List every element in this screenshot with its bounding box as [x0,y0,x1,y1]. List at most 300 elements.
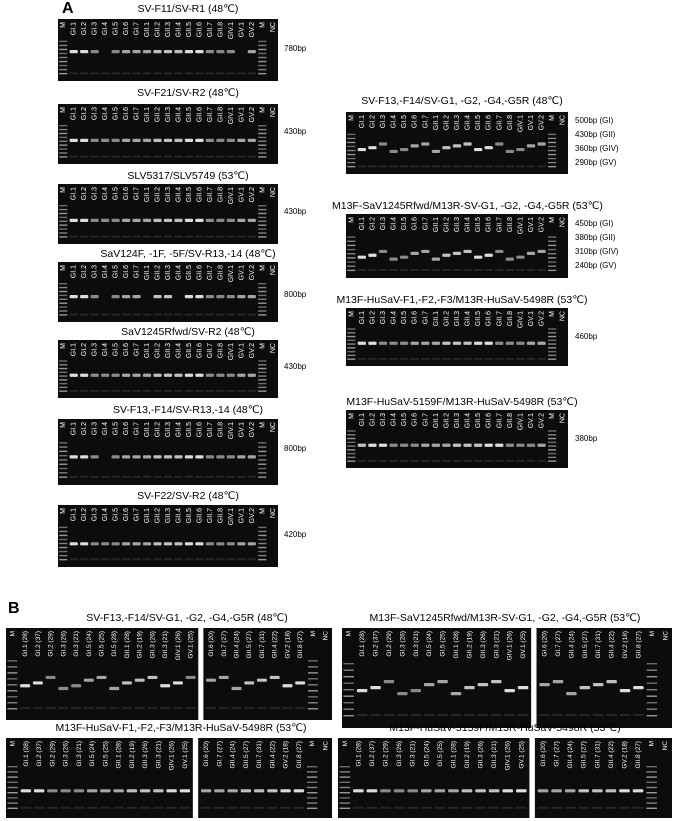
lane-label: GI.2 (37) [368,741,376,767]
lane-label: GIV.1 (26) [174,631,182,661]
lane-label: GII.6 [485,217,493,233]
lane-label: GII.6 [485,115,493,131]
lane-label-marker: M [60,422,68,428]
lane-label: GI.1 [358,115,366,129]
lane-label: GII.6 [485,311,493,327]
lane-label: GI.6 (20) [541,631,549,657]
lane-label: GII.3 (26) [477,741,485,769]
lane-label: GII.8 [217,265,225,281]
lane-label: GII.2 [443,115,451,131]
lane-label: GII.5 [185,508,193,524]
lane-label: GII.1 (28) [453,631,461,659]
lane-label: GI.1 (28) [359,631,367,657]
gel-title: SV-F13,-F14/SV-G1, -G2, -G4,-G5R (48℃) [86,612,288,624]
lane-label: GV.2 (18) [284,631,292,659]
lane-label: GI.5 (28) [111,631,119,657]
lane-label: GII.1 [144,187,152,203]
gel-image [346,112,568,174]
lane-label: GI.6 [411,311,419,325]
gel-image [338,738,672,818]
lane-label: GII.4 [175,187,183,203]
lane-label: GII.4 (22) [607,741,615,769]
lane-label: GII.8 [217,22,225,38]
lane-label: GII.7 (31) [256,741,264,769]
lane-label: NC [269,422,277,433]
lane-label: GV.2 (18) [282,741,290,769]
lane-label-marker: M [60,187,68,193]
lane-label-marker: M [60,508,68,514]
lane-label: GI.3 [91,422,99,436]
lane-label: GI.5 [401,115,409,129]
lane-label: NC [559,413,567,424]
lane-label: GIV.1 (26) [506,631,514,661]
lane-label: GII.5 [185,22,193,38]
lane-label: GV.1 [238,343,246,359]
lane-label: GV.2 [248,107,256,123]
lane-label: GI.2 [81,187,89,201]
lane-label: GI.2 (29) [385,631,393,657]
lane-label: GII.3 [454,217,461,233]
lane-label: GII.6 [196,508,204,524]
lane-label-marker: M [60,22,68,28]
lane-label: GII.1 (28) [450,741,458,769]
lane-label: GII.8 [506,217,514,233]
lane-label: GII.2 [154,508,162,524]
lane-label: GI.2 [81,265,89,279]
lane-label: GI.4 [102,265,110,279]
band-size-label: 420bp [284,530,307,539]
lane-label: NC [322,631,330,641]
lane-label-marker: M [348,115,356,121]
lane-label-marker: M [309,741,317,747]
lane-label: GII.3 [165,187,172,203]
lane-label: GII.8 [506,413,514,429]
lane-label: GII.6 [485,413,493,429]
lane-label: GIV.1 [227,508,235,526]
lane-label: GV.2 (18) [621,741,629,769]
band-size-label: 430bp (GII) [575,130,616,139]
lane-label: GI.6 [123,265,131,279]
lane-label: GV.1 [528,115,535,131]
lane-label: GI.7 [133,187,141,201]
lane-label: GI.6 [123,343,131,357]
lane-label: GV.1 (25) [181,741,189,769]
lane-label: GV.2 [248,343,256,359]
lane-label: GII.4 [464,217,472,233]
lane-label: GI.2 [369,311,377,325]
lane-label: GI.3 (26) [60,631,68,657]
lane-label: GII.1 [144,265,152,281]
lane-label: GII.8 [217,508,225,524]
lane-label: GII.4 (24) [233,631,241,659]
gel-image [346,214,568,278]
lane-label: GII.7 (31) [258,631,266,659]
lane-label: GV.2 [248,187,256,203]
lane-label: GII.4 [175,343,183,359]
lane-label: GI.6 (20) [208,631,216,657]
lane-label: GII.4 [464,413,472,429]
lane-label: GI.5 (24) [423,741,431,767]
lane-label: GII.7 [206,107,214,123]
lane-label: GI.7 [422,413,430,427]
band-size-label: 500bp (GI) [575,116,614,125]
lane-label: GII.3 [454,115,461,131]
lane-label: GV.2 [538,115,546,131]
lane-label: GI.2 [369,217,377,231]
lane-label: GI.2 [369,115,377,129]
lane-label-marker: M [348,413,356,419]
gel-image [6,628,332,720]
lane-label: GI.3 (21) [75,741,83,767]
band-size-label: 460bp [575,332,598,341]
lane-label: GI.5 [112,343,120,357]
lane-label: NC [559,115,567,126]
lane-label: GII.6 [196,265,204,281]
lane-label: NC [322,741,330,751]
gel-title: M13F-SaV1245Rfwd/M13R-SV-G1, -G2, -G4,-G5R (53℃) [332,200,603,212]
gel-image [6,738,332,818]
lane-label: GII.7 [206,343,214,359]
lane-label: GV.1 [528,413,535,429]
lane-label: GI.7 [422,217,430,231]
lane-label: GII.8 (27) [295,741,303,769]
lane-label-marker: M [60,107,68,113]
lane-label: GII.3 (21) [493,631,501,659]
lane-label: GII.4 [175,508,183,524]
lane-label-marker: M [60,265,68,271]
band-size-label: 800bp [284,290,307,299]
band-size-label: 380bp (GII) [575,233,616,242]
lane-label: GIV.1 [517,413,525,431]
lane-label: GV.1 [528,217,535,233]
lane-label: GII.4 [175,22,183,38]
gel-image [58,262,278,322]
lane-label-marker: M [259,22,267,28]
lane-label: GII.4 (22) [269,741,277,769]
lane-label: NC [559,217,567,228]
lane-label: GII.3 [454,413,461,429]
lane-label: GII.3 (21) [491,741,499,769]
lane-label: GII.8 [506,115,514,131]
lane-label: GI.3 [380,413,387,427]
lane-label: GIV.1 [227,22,235,40]
gel-image [58,340,278,398]
lane-label: GII.3 [165,22,172,38]
lane-label: GV.1 (25) [520,631,528,659]
lane-label: GII.4 [175,265,183,281]
lane-label: GI.2 [81,508,89,522]
lane-label: GII.3 [165,265,172,281]
lane-label: GII.6 [196,22,204,38]
lane-label: GII.2 (19) [128,741,136,769]
lane-label: GI.2 [369,413,377,427]
lane-label: GI.5 [112,422,120,436]
lane-label: GI.3 [380,115,387,129]
lane-label: GII.3 (26) [149,631,157,659]
band-size-label: 780bp [284,44,307,53]
lane-label: GII.4 (22) [271,631,279,659]
lane-label-marker: M [259,107,267,113]
lane-label: NC [269,508,277,519]
lane-label: GI.5 [401,413,409,427]
lane-label: GII.8 [506,311,514,327]
lane-label: GII.1 [144,422,152,438]
lane-label: GV.2 [538,311,546,327]
lane-label: GI.3 [91,187,99,201]
lane-label: GII.3 (21) [155,741,163,769]
lane-label: GII.5 (27) [580,741,588,769]
lane-label: GI.5 [112,187,120,201]
lane-label: GI.4 [102,508,110,522]
gel-image [346,410,568,468]
lane-label: GI.6 [411,115,419,129]
lane-label: GI.5 (24) [85,631,93,657]
lane-label: GII.2 (19) [463,741,471,769]
lane-label: GI.1 [70,187,78,201]
lane-label-marker: M [9,741,17,747]
lane-label: GII.2 (19) [466,631,474,659]
lane-label: GI.4 [390,217,398,231]
lane-label: GI.7 [133,265,141,279]
lane-label: GII.5 [185,187,193,203]
lane-label: GI.1 [70,22,78,36]
lane-label: GII.1 [144,107,152,123]
lane-label: GII.3 [165,422,172,438]
lane-label: NC [269,265,277,276]
band-size-label: 290bp (GV) [575,158,617,167]
lane-label-marker: M [549,413,557,419]
lane-label: GI.2 (37) [34,631,42,657]
lane-label: GV.2 [248,265,256,281]
lane-label: GI.1 [358,217,366,231]
lane-label: GI.6 [123,107,131,121]
lane-label: NC [269,187,277,198]
lane-label: GII.5 [475,115,483,131]
gel-image [346,308,568,366]
lane-label: GI.6 [411,413,419,427]
lane-label: GII.3 [454,311,461,327]
lane-label: GI.2 (37) [36,741,44,767]
lane-label: GI.3 (21) [409,741,417,767]
lane-label: NC [662,741,670,751]
lane-label: GV.2 [538,217,546,233]
lane-label: GI.2 [81,422,89,436]
lane-label: GI.3 [380,311,387,325]
lane-label: GIV.1 [517,311,525,329]
lane-label: GII.7 [206,422,214,438]
lane-label: GV.1 (25) [187,631,195,659]
lane-label: GII.4 [175,422,183,438]
lane-label: GI.6 (20) [203,741,211,767]
gel-image [58,104,278,164]
lane-label: GII.2 [154,187,162,203]
lane-label-marker: M [60,343,68,349]
lane-label: GI.7 [133,107,141,121]
lane-label: GI.3 [91,22,99,36]
lane-label: GV.2 (18) [622,631,630,659]
lane-label: GI.3 (26) [399,631,407,657]
lane-label: GII.1 [432,217,440,233]
lane-label: GII.7 [496,311,504,327]
lane-label-marker: M [259,343,267,349]
lane-label: GI.1 [70,265,78,279]
lane-label: GI.4 [390,311,398,325]
lane-label: GII.5 (27) [246,631,254,659]
lane-label: NC [662,631,670,641]
lane-label: NC [269,343,277,354]
lane-label: GII.7 [496,413,504,429]
gel-title: SaV124F, -1F, -5F/SV-R13,-14 (48℃) [100,248,276,260]
lane-label: GI.3 (26) [396,741,404,767]
lane-label: GI.2 (37) [372,631,380,657]
lane-label-marker: M [549,217,557,223]
lane-label: GI.4 [390,115,398,129]
lane-label: GI.7 (27) [554,631,562,657]
lane-label: GV.2 [538,413,546,429]
lane-label: GII.3 (26) [142,741,150,769]
lane-label-marker: M [348,217,356,223]
gel-image [58,19,278,81]
lane-label-marker: M [309,631,317,637]
lane-label: GI.5 (24) [89,741,97,767]
band-size-label: 430bp [284,207,307,216]
lane-label: GI.7 [133,343,141,357]
lane-label: GI.7 (27) [220,631,228,657]
lane-label: GI.5 [112,265,120,279]
lane-label: GII.3 [165,107,172,123]
lane-label: GI.3 [91,107,99,121]
lane-label: GII.1 [144,22,152,38]
lane-label: GI.5 [401,217,409,231]
lane-label: GV.1 (25) [518,741,526,769]
lane-label: GII.8 (27) [635,631,643,659]
lane-label: GV.1 [238,265,246,281]
lane-label: GII.5 [185,343,193,359]
gel-title: SLV5317/SLV5749 (53℃) [127,170,249,182]
lane-label: GIV.1 [227,187,235,205]
gel-title: SaV1245Rfwd/SV-R2 (48℃) [121,326,255,338]
lane-label: GIV.1 (26) [168,741,176,771]
lane-label: GII.8 [217,187,225,203]
band-size-label: 800bp [284,444,307,453]
band-size-label: 360bp (GIV) [575,144,619,153]
lane-label: GII.8 (27) [635,741,643,769]
lane-label: GII.7 [206,22,214,38]
lane-label: GII.4 [175,107,183,123]
lane-label-marker: M [259,508,267,514]
lane-label: GI.3 [380,217,387,231]
lane-label: GII.3 (26) [479,631,487,659]
lane-label: GI.7 [133,422,141,436]
gel-title: SV-F11/SV-R1 (48℃) [137,3,239,15]
lane-label: GII.1 [432,413,440,429]
lane-label-marker: M [549,311,557,317]
lane-label: GI.2 [81,22,89,36]
band-size-label: 240bp (GV) [575,261,617,270]
lane-label: GI.1 (28) [22,741,30,767]
lane-label: GI.5 (25) [98,631,106,657]
lane-label: GI.5 (25) [102,741,110,767]
band-size-label: 430bp [284,127,307,136]
lane-label: GII.4 (24) [567,741,575,769]
lane-label: GI.7 [133,508,141,522]
band-size-label: 380bp [575,434,598,443]
lane-label: GII.2 [154,265,162,281]
lane-label: GI.4 [102,22,110,36]
gel-title: M13F-SaV1245Rfwd/M13R-SV-G1, -G2, -G4,-G5R (53℃) [369,612,641,624]
lane-label: GI.1 [70,422,78,436]
lane-label: GI.1 [358,413,366,427]
lane-label: GV.1 [238,508,246,524]
lane-label: GV.1 [238,22,246,38]
lane-label: GI.5 (25) [436,741,444,767]
gel-image [58,184,278,244]
lane-label: GII.6 [196,107,204,123]
lane-label: GV.1 [528,311,535,327]
lane-label-marker: M [345,631,353,637]
lane-label: GI.4 [102,107,110,121]
lane-label: GI.7 (27) [216,741,224,767]
lane-label: GI.6 [123,508,131,522]
lane-label: GII.7 (31) [594,741,602,769]
lane-label-marker: M [259,422,267,428]
lane-label: GI.5 [112,508,120,522]
lane-label: GII.8 [217,422,225,438]
lane-label: GIV.1 [517,115,525,133]
lane-label: GI.6 [123,422,131,436]
gel-title: M13F-HuSaV-F1,-F2,-F3/M13R-HuSaV-5498R (53℃) [55,722,307,734]
lane-label: GI.5 [112,22,120,36]
lane-label: GII.3 [165,343,172,359]
lane-label: GI.6 [123,187,131,201]
lane-label: GV.2 [248,422,256,438]
lane-label: GII.1 [432,115,440,131]
lane-label: GII.2 [443,413,451,429]
lane-label: GI.3 (26) [62,741,70,767]
lane-label: GI.1 (28) [355,741,363,767]
lane-label-marker: M [648,741,656,747]
lane-label: GII.4 (24) [229,741,237,769]
gel-title: M13F-HuSaV-5159F/M13R-HuSaV-5498R (53℃) [389,722,621,734]
gel-image [58,419,278,485]
lane-label: GII.6 [196,422,204,438]
gel-title: M13F-HuSaV-F1,-F2,-F3/M13R-HuSaV-5498R (53℃) [336,294,588,306]
lane-label: GI.1 [70,343,78,357]
lane-label-marker: M [9,631,17,637]
lane-label: GI.7 [422,311,430,325]
lane-label: GII.1 (28) [123,631,131,659]
lane-label: GII.2 [443,217,451,233]
lane-label: GII.4 (24) [568,631,576,659]
lane-label-marker: M [259,265,267,271]
lane-label: GII.1 [144,343,152,359]
lane-label: GII.1 (28) [115,741,123,769]
lane-label: GII.3 (21) [162,631,170,659]
lane-label: GII.7 [206,187,214,203]
lane-label: GI.3 [91,343,99,357]
lane-label: GII.5 [475,413,483,429]
lane-label: GIV.1 [227,107,235,125]
lane-label: GV.1 [238,422,246,438]
lane-label-marker: M [549,115,557,121]
lane-label: GI.4 [102,422,110,436]
lane-label: GII.2 (19) [136,631,144,659]
lane-label: GII.5 [475,311,483,327]
gel-image [342,628,672,728]
lane-label-marker: M [648,631,656,637]
lane-label: GI.1 [358,311,366,325]
band-size-label: 430bp [284,362,307,371]
